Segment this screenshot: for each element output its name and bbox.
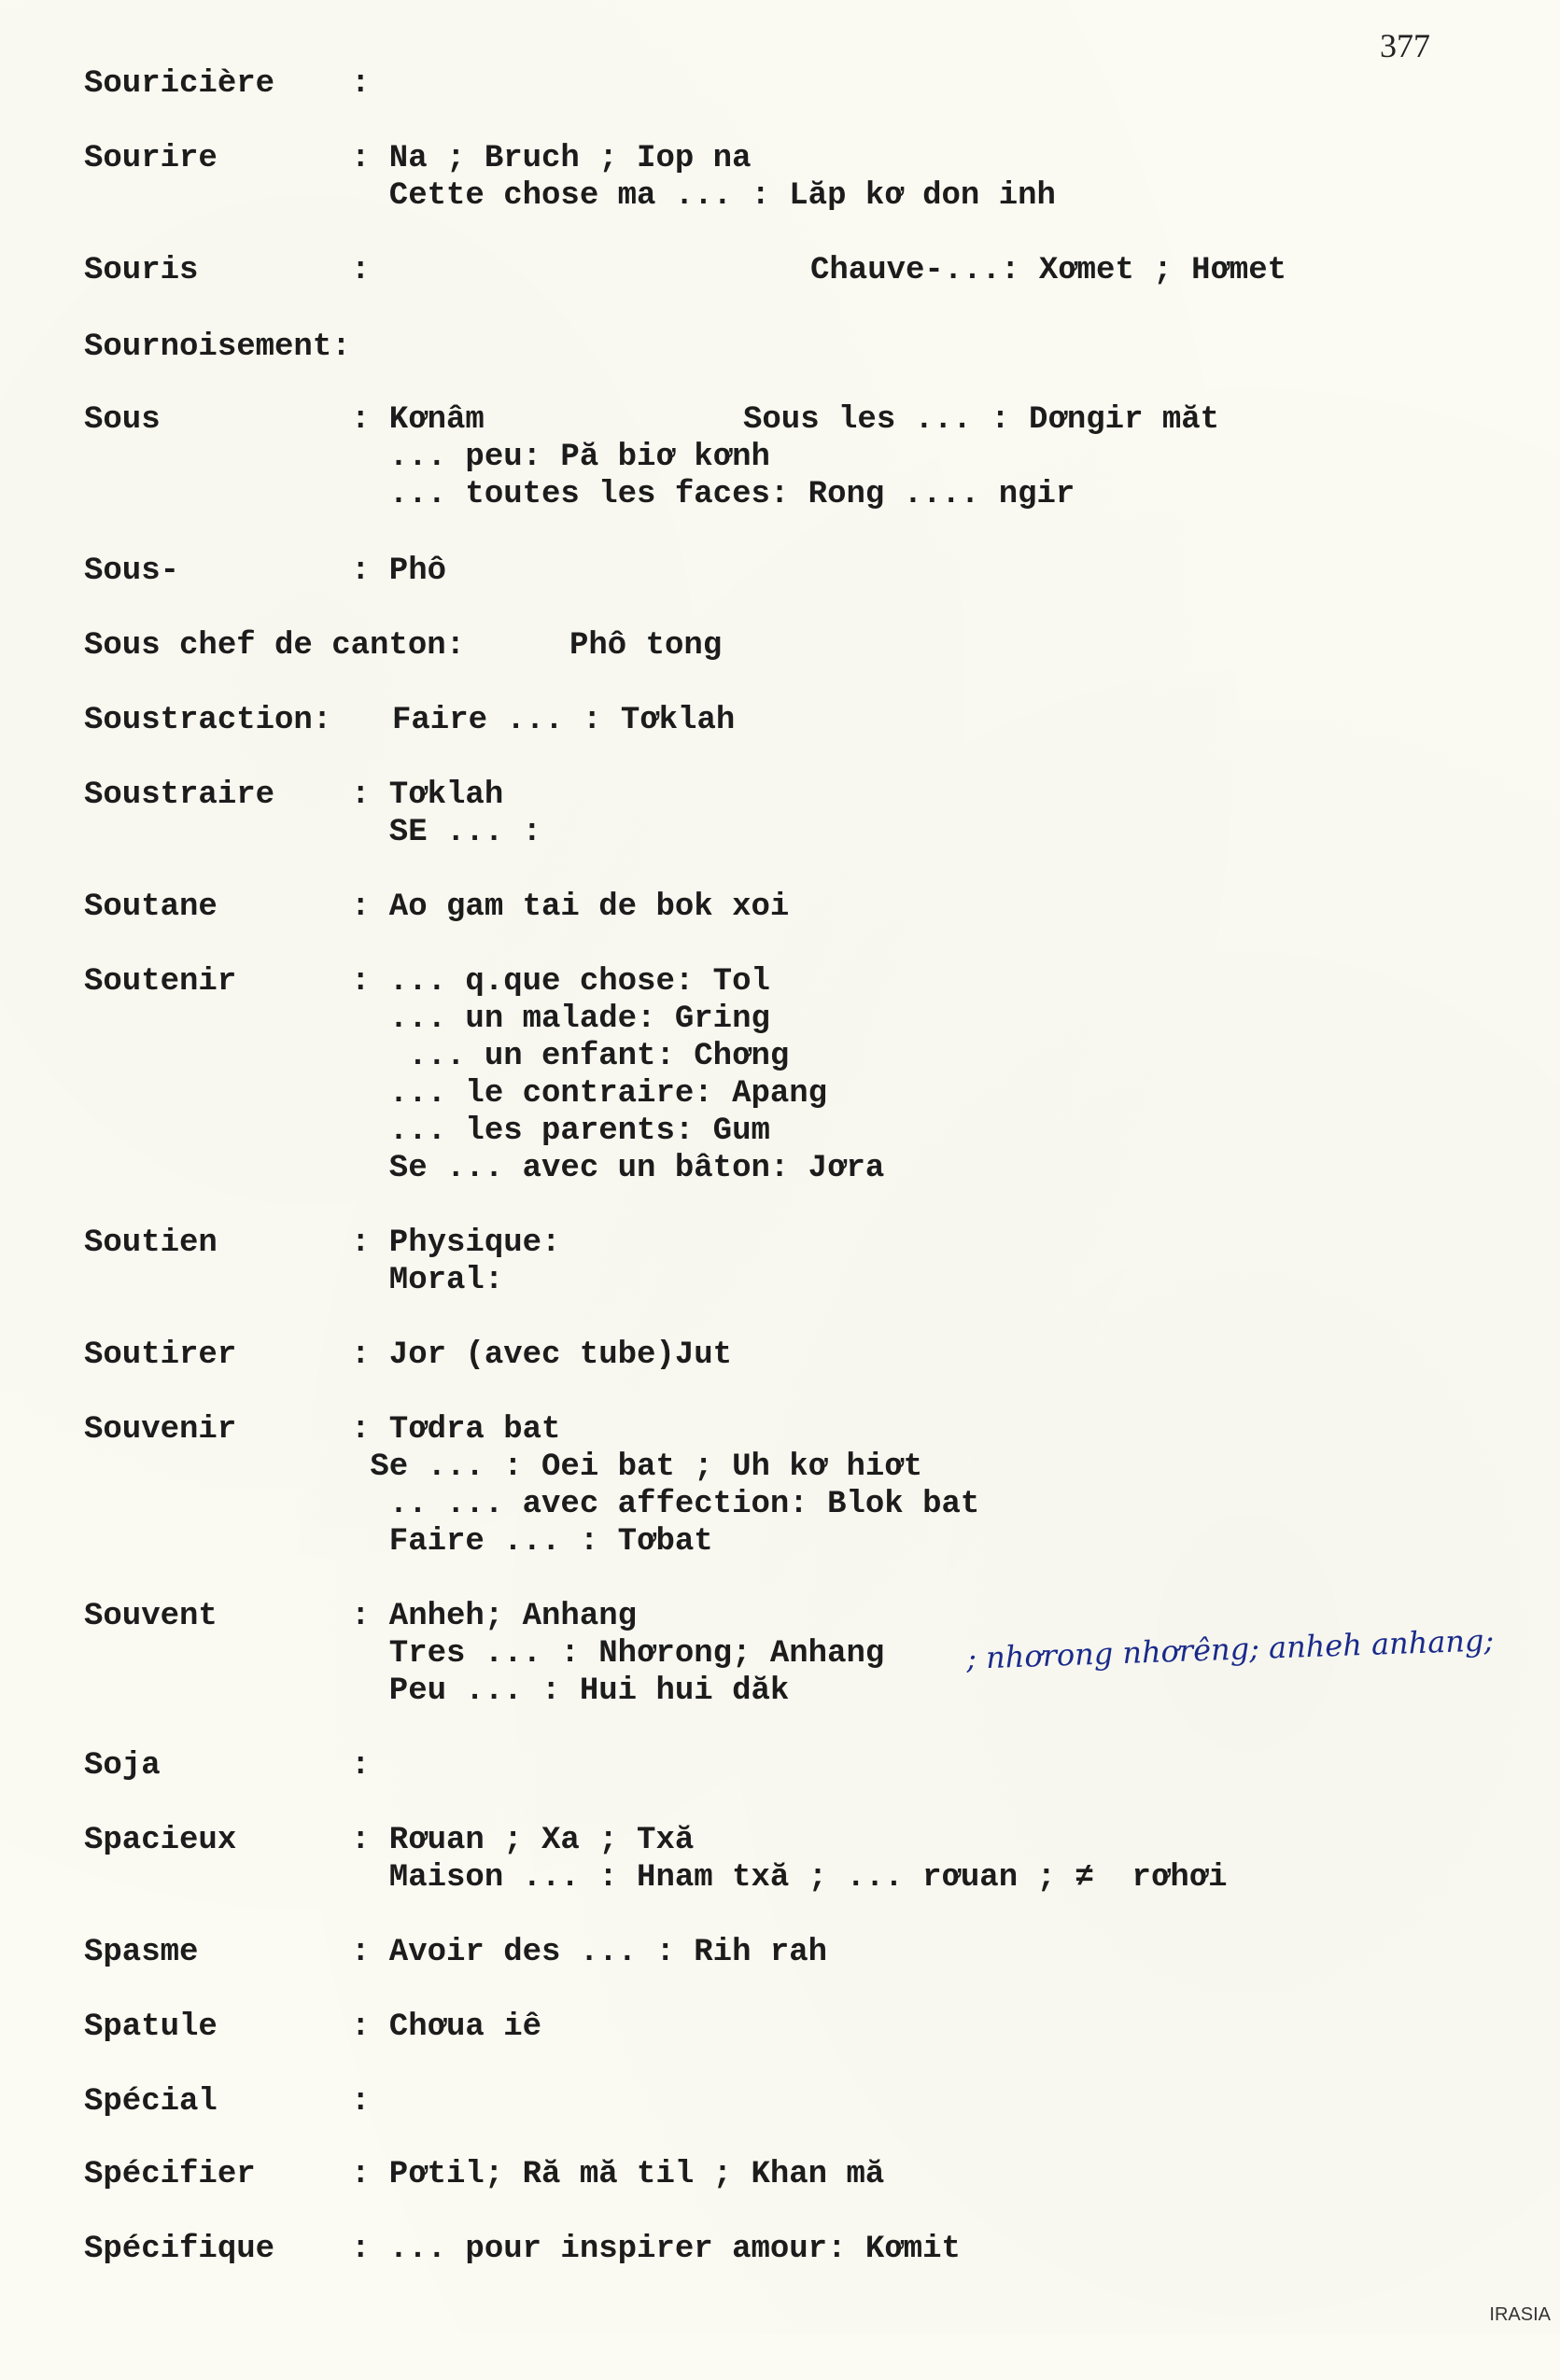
entry-definition: Faire ... : Tơklah <box>392 703 736 738</box>
entry-line <box>84 1859 1484 1897</box>
entry-term: Soja <box>84 1748 161 1784</box>
entry-term: Soustraction: <box>84 703 332 738</box>
entry-term: Soutien <box>84 1225 218 1261</box>
entry-term: Sourire <box>84 141 218 176</box>
entry-soustraction <box>84 702 1484 739</box>
entry-definition: : Phô <box>351 553 447 589</box>
entry-definition: : <box>351 1748 389 1784</box>
entry-definition: : Kơnâm <box>351 402 485 438</box>
entry-line <box>84 1822 1484 1859</box>
entry-term: Sous chef de canton: <box>84 628 466 664</box>
entry-line <box>84 627 1484 665</box>
entry-line <box>84 1075 1484 1113</box>
entry-line <box>84 1747 1484 1785</box>
entry-definition: Se ... : Oei bat ; Uh kơ hiơt <box>351 1449 923 1485</box>
entry-sous <box>84 401 1484 513</box>
entry-definition: Moral: <box>351 1263 504 1298</box>
entry-spasme <box>84 1934 1484 1971</box>
entry-spacieux <box>84 1822 1484 1897</box>
entry-definition: Tres ... : Nhơrong; Anhang <box>351 1636 885 1672</box>
entry-term: Spasme <box>84 1935 199 1970</box>
entry-definition: : Avoir des ... : Rih rah <box>351 1935 828 1970</box>
entry-definition: : ... q.que chose: Tol <box>351 964 770 1000</box>
entry-definition: ... les parents: Gum <box>351 1113 770 1149</box>
entry-definition: : Chơua iê <box>351 2009 542 2045</box>
entry-definition: Se ... avec un bâton: Jơra <box>351 1151 885 1186</box>
entry-line <box>84 1523 1484 1561</box>
entry-spatule <box>84 2009 1484 2046</box>
entry-specifier <box>84 2156 1484 2193</box>
entry-term: Spacieux <box>84 1823 237 1858</box>
entry-line <box>84 1038 1484 1075</box>
handwritten-annotation: ; nhơrong nhơrêng; anheh anhang; <box>965 1622 1495 1676</box>
entry-definition: : Jor (avec tube)Jut <box>351 1337 733 1373</box>
entry-term: Souricière <box>84 66 275 102</box>
entry-definition-right: Sous les ... : Dơngir măt <box>743 402 1220 438</box>
entry-definition: : Physique: <box>351 1225 561 1261</box>
watermark-label: IRASIA <box>1489 2304 1551 2325</box>
entry-line <box>84 963 1484 1001</box>
page-number: 377 <box>1380 27 1430 64</box>
entry-definition: Phô tong <box>569 628 723 664</box>
entry-definition: : <box>351 66 389 102</box>
entry-soustraire <box>84 777 1484 851</box>
entry-definition: : <box>351 253 389 288</box>
entry-souriciere <box>84 65 1484 103</box>
entry-line <box>84 177 1484 215</box>
entry-line <box>84 252 1484 289</box>
entry-definition: : Na ; Bruch ; Iop na <box>351 141 752 176</box>
entry-line <box>84 2009 1484 2046</box>
entry-term: Sournoisement: <box>84 329 351 365</box>
entry-definition: : <box>351 2084 389 2120</box>
entry-line <box>84 1673 1484 1710</box>
entry-line <box>84 777 1484 814</box>
entry-sous-prefix <box>84 553 1484 590</box>
entry-line <box>84 814 1484 851</box>
entry-definition: : Pơtil; Ră mă til ; Khan mă <box>351 2157 885 2192</box>
entry-term: Soutirer <box>84 1337 237 1373</box>
entry-definition: ... un enfant: Chơng <box>351 1039 790 1074</box>
entry-definition: SE ... : <box>351 815 542 850</box>
entry-line <box>84 553 1484 590</box>
entry-souvenir <box>84 1411 1484 1561</box>
entry-line <box>84 1113 1484 1150</box>
entry-definition: Faire ... : Tơbat <box>351 1524 713 1560</box>
entry-soutenir <box>84 963 1484 1187</box>
entry-line <box>84 476 1484 513</box>
entry-line <box>84 439 1484 476</box>
entry-term: Souvent <box>84 1599 218 1634</box>
entry-definition: : Tơdra bat <box>351 1412 561 1448</box>
entry-term: Spécifique <box>84 2232 275 2267</box>
entry-definition: Maison ... : Hnam txă ; ... rơuan ; ≠ rơhơi <box>351 1860 1228 1896</box>
entry-line <box>84 1225 1484 1262</box>
entry-line <box>84 702 1484 739</box>
entry-line <box>84 1262 1484 1299</box>
entry-term: Souris <box>84 253 199 288</box>
entry-term: Soustraire <box>84 777 275 813</box>
entry-term: Spécifier <box>84 2157 256 2192</box>
entry-soutane <box>84 889 1484 926</box>
entry-term: Souvenir <box>84 1412 237 1448</box>
entry-line <box>84 1150 1484 1187</box>
entry-definition: : Rơuan ; Xa ; Txă <box>351 1823 695 1858</box>
entry-line <box>84 2231 1484 2268</box>
entry-term: Sous <box>84 402 161 438</box>
entry-line <box>84 2083 1484 2121</box>
entry-line <box>84 140 1484 177</box>
entry-sous-chef-de-canton <box>84 627 1484 665</box>
entry-definition: .. ... avec affection: Blok bat <box>351 1487 980 1522</box>
entry-specifique <box>84 2231 1484 2268</box>
entry-term: Sous- <box>84 553 180 589</box>
entry-definition-right: Chauve-...: Xơmet ; Hơmet <box>810 253 1287 288</box>
entry-definition: Cette chose ma ... : Lăp kơ don inh <box>351 178 1056 214</box>
entry-soja <box>84 1747 1484 1785</box>
entry-line <box>84 1411 1484 1449</box>
entry-definition: ... un malade: Gring <box>351 1001 770 1037</box>
entry-line <box>84 329 1484 366</box>
entry-line <box>84 1486 1484 1523</box>
entry-line <box>84 1449 1484 1486</box>
entry-line <box>84 889 1484 926</box>
entry-definition: Peu ... : Hui hui dăk <box>351 1673 790 1709</box>
entry-line <box>84 65 1484 103</box>
entry-line <box>84 1934 1484 1971</box>
entry-definition: ... le contraire: Apang <box>351 1076 828 1112</box>
entry-definition: : ... pour inspirer amour: Kơmit <box>351 2232 961 2267</box>
entry-line <box>84 1001 1484 1038</box>
entry-line <box>84 401 1484 439</box>
entry-sournoisement <box>84 329 1484 366</box>
entry-definition: ... toutes les faces: Rong .... ngir <box>351 477 1075 512</box>
entry-souris <box>84 252 1484 289</box>
entry-term: Spécial <box>84 2084 218 2120</box>
entry-term: Soutane <box>84 889 218 925</box>
entry-definition: ... peu: Pă biơ kơnh <box>351 440 770 475</box>
entry-special <box>84 2083 1484 2121</box>
entry-term: Soutenir <box>84 964 237 1000</box>
entry-definition: : Ao gam tai de bok xoi <box>351 889 790 925</box>
entry-line <box>84 2156 1484 2193</box>
entry-definition: : Anheh; Anhang <box>351 1599 638 1634</box>
entry-line <box>84 1337 1484 1374</box>
entry-term: Spatule <box>84 2009 218 2045</box>
entry-definition: : Tơklah <box>351 777 504 813</box>
entry-soutien <box>84 1225 1484 1299</box>
entry-soutirer <box>84 1337 1484 1374</box>
entry-sourire <box>84 140 1484 215</box>
